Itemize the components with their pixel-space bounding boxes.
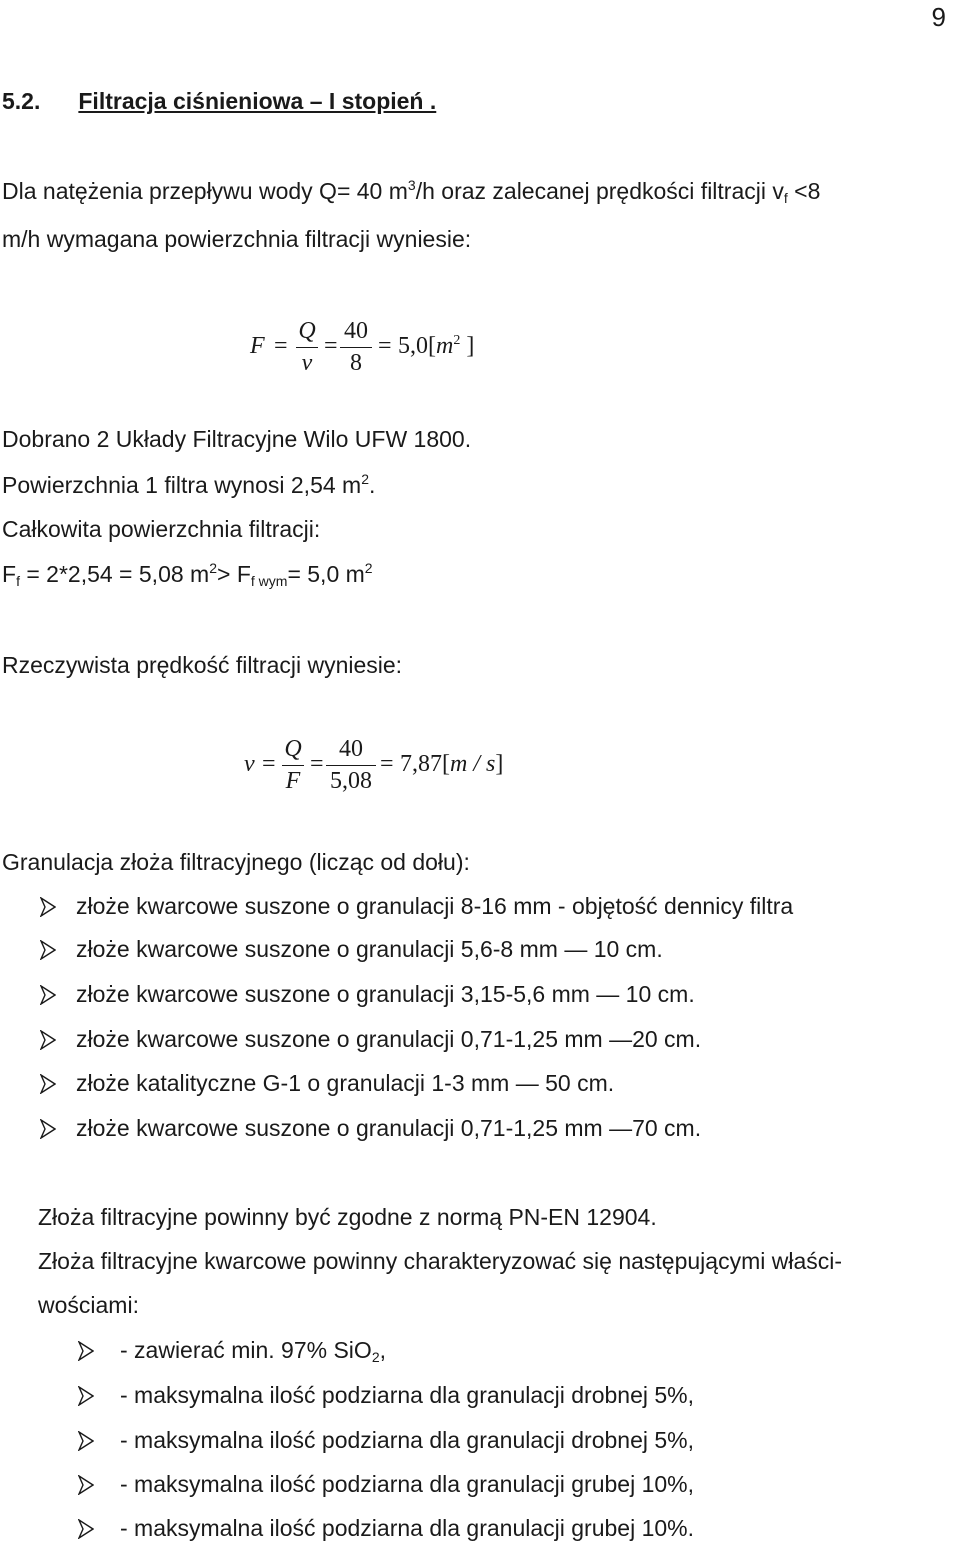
paragraph-granulation: Granulacja złoża filtracyjnego (licząc od dołu): <box>2 849 470 875</box>
list-item <box>40 1117 701 1140</box>
formula-equals: = <box>378 333 392 359</box>
numerator: Q <box>284 736 302 762</box>
list-item-text: złoże kwarcowe suszone o granulacji 0,71-1,25 mm —20 cm. <box>76 1026 702 1052</box>
list-item-text: złoże kwarcowe suszone o granulacji 0,71-1,25 mm —70 cm. <box>76 1115 702 1141</box>
text: /h oraz zalecanej prędkości filtracji v <box>415 178 784 204</box>
list-item-text: - zawierać min. 97% SiO <box>120 1337 372 1363</box>
denominator: F <box>285 768 301 794</box>
numerator: 40 <box>344 318 368 344</box>
result-value: 5,0[ <box>398 333 436 359</box>
fraction-q-over-f <box>282 736 304 795</box>
result-unit: m <box>436 333 454 359</box>
arrow-bullet-icon <box>40 1117 76 1140</box>
section-heading <box>2 90 436 113</box>
section-title: Filtracja ciśnieniowa – I stopień . <box>78 88 437 114</box>
list-item-text: - maksymalna ilość podziarna dla granulacji drobnej 5%, <box>120 1427 695 1453</box>
text: Powierzchnia 1 filtra wynosi 2,54 m <box>2 472 362 498</box>
list-item-text: złoże kwarcowe suszone o granulacji 5,6-8 mm — 10 cm. <box>76 936 663 962</box>
fraction-q-over-v <box>296 318 318 377</box>
list-item <box>40 983 695 1006</box>
text: <8 <box>787 178 821 204</box>
arrow-bullet-icon <box>40 895 76 918</box>
list-item <box>40 938 663 961</box>
section-number: 5.2. <box>2 88 41 114</box>
paragraph-total-area-label: Całkowita powierzchnia filtracji: <box>2 516 321 542</box>
list-item <box>78 1337 386 1365</box>
paragraph-flow-rate-line2: m/h wymagana powierzchnia filtracji wyniesie: <box>2 226 472 252</box>
arrow-bullet-icon <box>78 1384 120 1407</box>
fraction-bar <box>326 765 376 766</box>
paragraph-filter-area <box>2 471 376 498</box>
list-item <box>78 1473 694 1496</box>
superscript: 2 <box>453 333 461 348</box>
superscript: 2 <box>364 560 373 576</box>
arrow-bullet-icon <box>78 1473 120 1496</box>
arrow-bullet-icon <box>78 1429 120 1452</box>
paragraph-standard: Złoża filtracyjne powinny być zgodne z normą PN-EN 12904. <box>38 1204 657 1230</box>
arrow-bullet-icon <box>78 1339 120 1362</box>
list-item-text: - maksymalna ilość podziarna dla granulacji grubej 10%, <box>120 1471 695 1497</box>
text: F <box>2 561 17 587</box>
list-item-text: złoże kwarcowe suszone o granulacji 8-16 mm - objętość dennicy filtra <box>76 893 794 919</box>
paragraph-total-area-calc <box>2 560 373 589</box>
list-item-text: złoże katalityczne G-1 o granulacji 1-3 mm — 50 cm. <box>76 1070 615 1096</box>
list-item-text: , <box>379 1337 386 1363</box>
result-unit: m / s <box>450 751 496 777</box>
text: . <box>369 472 376 498</box>
arrow-bullet-icon <box>40 983 76 1006</box>
subscript: f <box>16 573 20 589</box>
paragraph-flow-rate <box>2 177 821 206</box>
denominator: v <box>301 350 313 376</box>
list-item-text: złoże kwarcowe suszone o granulacji 3,15-5,6 mm — 10 cm. <box>76 981 695 1007</box>
formula-lhs: F <box>250 333 265 359</box>
arrow-bullet-icon <box>40 1028 76 1051</box>
numerator: Q <box>298 318 316 344</box>
subscript: 2 <box>371 1349 380 1365</box>
list-item <box>40 1028 701 1051</box>
fraction-40-over-8 <box>340 318 372 377</box>
text: > F <box>217 561 251 587</box>
superscript: 2 <box>209 560 217 576</box>
superscript: 3 <box>407 177 416 193</box>
bracket: ] <box>495 751 504 777</box>
fraction-bar <box>296 347 318 348</box>
fraction-40-over-5-08 <box>326 736 376 795</box>
formula-equals: = <box>262 751 276 777</box>
fraction-bar <box>340 347 372 348</box>
paragraph-properties: Złoża filtracyjne kwarcowe powinny charakteryzować się następującymi właści- <box>38 1248 843 1274</box>
paragraph-properties-line2: wościami: <box>38 1292 139 1318</box>
fraction-bar <box>282 765 304 766</box>
list-item <box>78 1429 694 1452</box>
formula-equals: = <box>274 333 288 359</box>
numerator: 40 <box>339 736 363 762</box>
arrow-bullet-icon <box>40 1072 76 1095</box>
subscript: f wym <box>250 573 288 589</box>
bracket: ] <box>460 333 475 359</box>
list-item-text: - maksymalna ilość podziarna dla granulacji drobnej 5%, <box>120 1382 695 1408</box>
formula-equals: = <box>380 751 394 777</box>
list-item <box>40 1072 614 1095</box>
arrow-bullet-icon <box>40 938 76 961</box>
formula-result <box>398 334 474 358</box>
formula-result <box>400 752 503 776</box>
denominator: 8 <box>350 350 362 376</box>
subscript: f <box>783 190 788 206</box>
formula-equals: = <box>310 751 324 777</box>
text: = 5,0 m <box>287 561 365 587</box>
paragraph-selection: Dobrano 2 Układy Filtracyjne Wilo UFW 1800. <box>2 426 472 452</box>
text: Dla natężenia przepływu wody Q= 40 m <box>2 178 408 204</box>
paragraph-real-velocity: Rzeczywista prędkość filtracji wyniesie: <box>2 652 403 678</box>
formula-equals: = <box>324 333 338 359</box>
formula-lhs: v <box>244 751 255 777</box>
denominator: 5,08 <box>330 768 372 794</box>
list-item <box>78 1517 694 1540</box>
page-number: 9 <box>931 2 946 32</box>
superscript: 2 <box>361 471 370 487</box>
list-item <box>40 895 793 918</box>
list-item-text: - maksymalna ilość podziarna dla granulacji grubej 10%. <box>120 1515 695 1541</box>
arrow-bullet-icon <box>78 1517 120 1540</box>
list-item <box>78 1384 694 1407</box>
result-value: 7,87[ <box>400 751 450 777</box>
text: = 2*2,54 = 5,08 m <box>19 561 210 587</box>
